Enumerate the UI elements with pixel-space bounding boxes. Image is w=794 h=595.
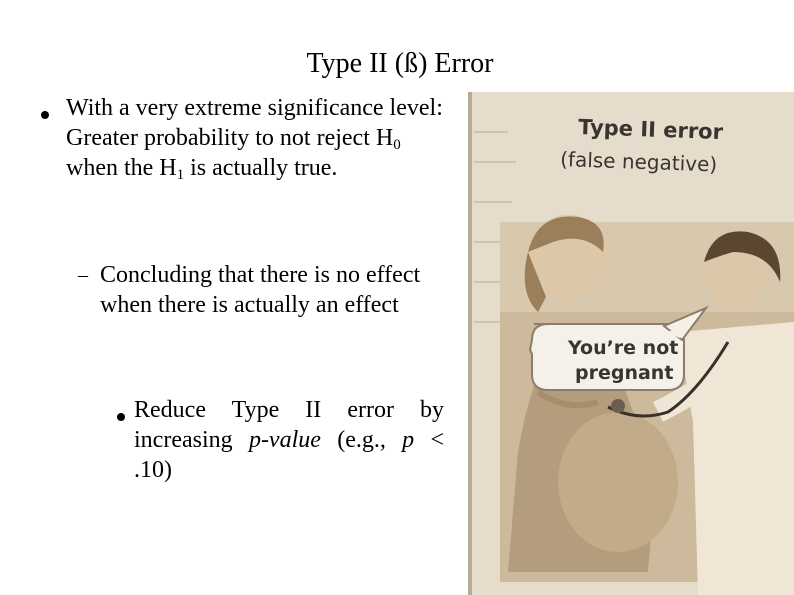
subscript-zero: 0 — [393, 137, 401, 153]
photo-heading: Type II error — [577, 115, 724, 145]
bullet-text: Reduce Type II error by increasing — [134, 397, 444, 453]
bullet-dot — [117, 413, 125, 421]
speech-line-2: pregnant — [575, 362, 674, 384]
bullet-text: Concluding that there is no effect when there is actually an effect — [100, 262, 421, 318]
cartoon-photo — [468, 92, 794, 595]
dash-marker: – — [78, 264, 88, 286]
bullet-text: (e.g., — [320, 427, 403, 453]
speech-line-1: You’re not — [568, 337, 679, 359]
slide-title: Type II (ß) Error — [306, 48, 494, 79]
italic-p-value: p-value — [248, 427, 321, 453]
subscript-one: 1 — [176, 167, 185, 183]
bullet-level-2 — [78, 260, 460, 320]
bullet-text: when the H — [66, 155, 177, 181]
bullet-dot — [41, 111, 49, 119]
bullet-level-1 — [66, 93, 446, 183]
bullet-text: With a very extreme significance level: Greater probability to not reject H — [66, 95, 443, 151]
bullet-text: < .10) — [134, 427, 444, 483]
bullet-level-3 — [134, 395, 444, 485]
italic-p: p — [402, 427, 415, 453]
bullet-text: is actually true. — [184, 155, 338, 181]
photo-subheading: (false negative) — [559, 147, 718, 177]
